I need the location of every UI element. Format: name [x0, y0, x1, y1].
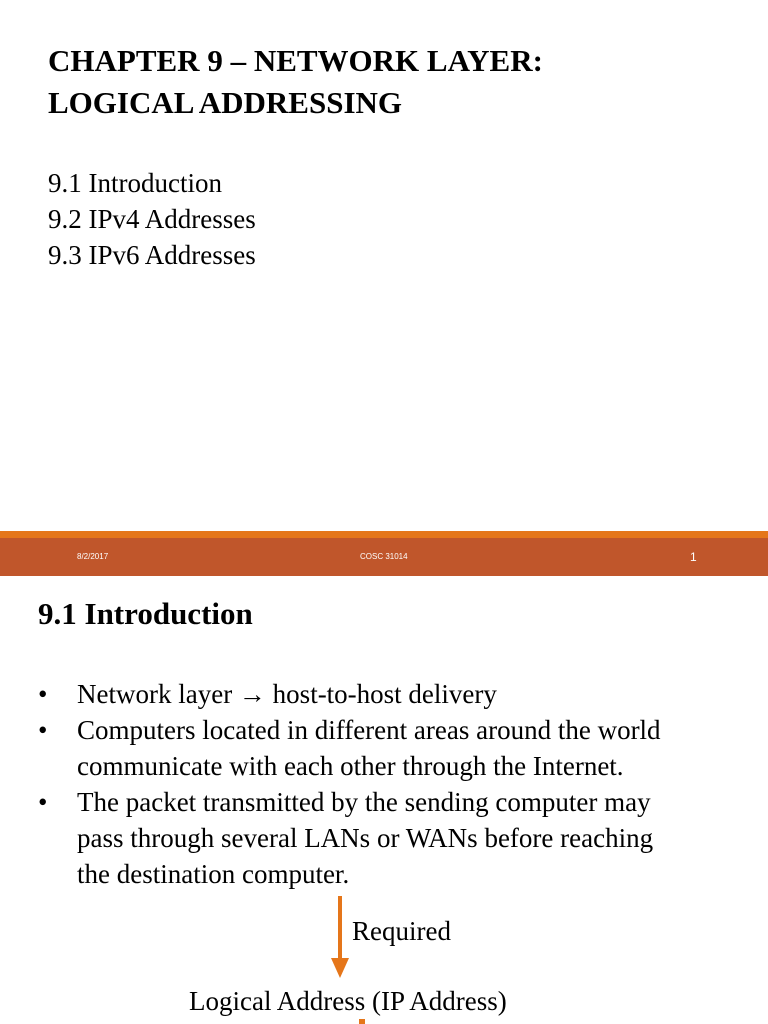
- slide-footer: [0, 538, 768, 576]
- bullet-dot: •: [38, 679, 48, 709]
- footer-stripe: [0, 531, 768, 538]
- bullet-dot: •: [38, 715, 48, 745]
- bullet-list: [38, 676, 738, 892]
- footer-course: COSC 31014: [360, 552, 408, 561]
- footer-date: 8/2/2017: [77, 552, 109, 561]
- slide-title: [48, 40, 543, 124]
- toc-item: 9.1 Introduction: [48, 168, 222, 198]
- bullet-text: Computers located in different areas around the world: [77, 715, 661, 745]
- bullet-item: [38, 712, 738, 784]
- bullet-item: [38, 676, 738, 712]
- title-line-2: LOGICAL ADDRESSING: [48, 85, 403, 120]
- next-arrow-stub: [359, 1019, 365, 1024]
- title-line-1: CHAPTER 9 – NETWORK LAYER:: [48, 43, 543, 78]
- table-of-contents: [48, 165, 256, 273]
- bullet-text: pass through several LANs or WANs before reaching: [77, 823, 654, 853]
- slide-title: 9.1 Introduction: [38, 596, 253, 631]
- toc-item: 9.2 IPv4 Addresses: [48, 204, 256, 234]
- bullet-text: the destination computer.: [77, 859, 350, 889]
- bullet-dot: •: [38, 787, 48, 817]
- logical-address-label: Logical Address (IP Address): [189, 986, 507, 1016]
- down-arrow-icon: [330, 896, 350, 978]
- bullet-text: The packet transmitted by the sending computer may: [77, 787, 651, 817]
- arrow-label: Required: [352, 916, 451, 946]
- bullet-text: Network layer → host-to-host delivery: [77, 679, 497, 709]
- bullet-text: communicate with each other through the Internet.: [77, 751, 624, 781]
- toc-item: 9.3 IPv6 Addresses: [48, 240, 256, 270]
- footer-page-number: 1: [690, 550, 697, 564]
- bullet-item: [38, 784, 738, 892]
- slide-2: [0, 576, 768, 1024]
